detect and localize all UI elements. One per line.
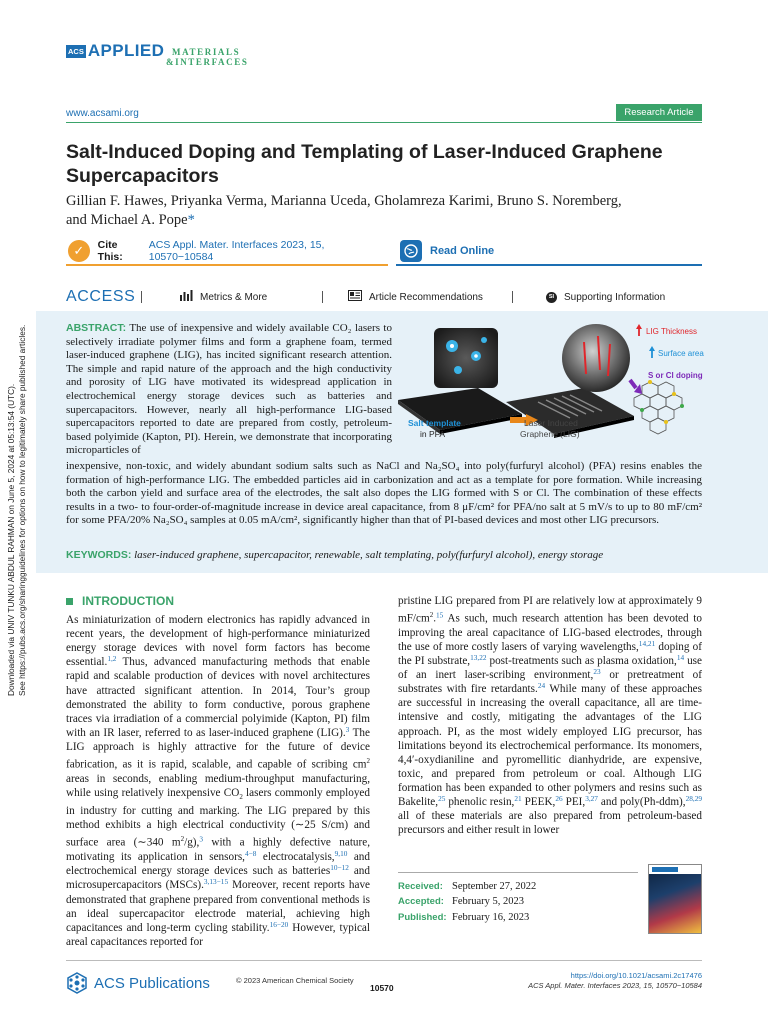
cite-this-box[interactable] [66, 238, 388, 266]
abstract-body-1: The use of inexpensive and widely available CO₂ lasers to selectively irradiate polymer films and form a graphene foam, termed laser-induced graphene (LIG), has incited significant research attention. The simple and rapid nature of the approach and the high conductivity and porosity of LIG have motivated its widespread application in electrochemical energy storage devices such as batteries and supercapacitors. However, nearly all high-performance LIG-based supercapacitors reported to date are prepared from costly, petroleum-based polyimide (Kapton, PI). Herein, we demonstrate that incorporating microparticles of [66, 322, 392, 457]
page-number: 10570 [370, 983, 394, 993]
corresponding-author-mark[interactable]: * [187, 212, 195, 228]
bar-chart-icon [180, 290, 193, 304]
supporting-info-label: Supporting Information [564, 291, 666, 303]
journal-name-interfaces: &INTERFACES [166, 57, 249, 67]
cite-this-label: Cite This: [97, 239, 123, 263]
acs-publications-logo[interactable] [66, 972, 210, 994]
si-icon: SI [546, 292, 557, 303]
article-icon [348, 290, 362, 304]
citation-ref: 16−20 [269, 919, 289, 929]
checkmark-icon: ✓ [68, 240, 90, 262]
journal-logo[interactable] [66, 41, 249, 72]
published-label: Published: [398, 911, 447, 923]
acs-hexagon-icon [66, 972, 88, 994]
access-bar [66, 284, 702, 310]
access-divider [322, 291, 323, 303]
download-notice-line2[interactable]: See https://pubs.acs.org/sharingguidelines for options on how to legitimately share published articles. [17, 324, 27, 696]
intro-column-right [398, 594, 702, 837]
received-date: September 27, 2022 [452, 881, 537, 892]
citation-ref: 9,10 [334, 849, 348, 859]
keywords-list: laser-induced graphene, supercapacitor, renewable, salt templating, poly(furfuryl alcohol), energy storage [134, 549, 604, 561]
citation-ref: 14,21 [638, 639, 656, 649]
published-date: February 16, 2023 [452, 911, 530, 923]
authors-line-2: and Michael A. Pope [66, 212, 188, 228]
journal-name-applied: APPLIED [87, 41, 165, 60]
accepted-date: February 5, 2023 [452, 896, 525, 908]
access-separator [141, 291, 142, 303]
citation-ref: 13,22 [470, 653, 487, 663]
citation-ref: 3,27 [585, 794, 598, 804]
publisher-name: ACS Publications [94, 974, 210, 992]
graphene-lattice [634, 382, 682, 434]
intro-paragraph: pristine LIG prepared from PI are relatively low at approximately 9 $mF/cm^2.^{15}$ As such, much research attention has been devoted to improving the areal capacitance of LIG-based electrodes, through the use of more costly lasers of varying wavelengths,$^{14,21}$ doping of the PI substrate,$^{13,22}$ post-treatments such as plasma oxidation,$^{14}$ use of an inert laser-scribing environment,$^{23}$ or pretreatment of substrates with fire retardants.$^{24}$ While many of these approaches are successful in increasing the overall capacitance, all are time-intensive and costly, mitigating the advantages of the LIG approach. PI, as the most widely employed LIG precursor, has limitations beyond its electrochemical performance. Its monomers, 4,4′-oxydianiline and pyromellitic dianhydride, are expensive, toxic, and prepared from petroleum or coal. Although LIG formation has been expanded to other polymers and resins such as Bakelite,$^{25}$ phenolic resin,$^{21}$ PEEK,$^{26}$ PEI,$^{3,27}$ and poly(Ph-ddm),$^{28,29}$ all of these materials are also prepared from petroleum-based precursors and either result in lower [398, 595, 703, 837]
access-divider [512, 291, 513, 303]
download-notice [0, 300, 36, 700]
citation-ref: 25 [438, 794, 446, 804]
section-heading [66, 594, 370, 608]
citation-ref: 26 [555, 794, 563, 804]
toc-label-doping: S or Cl doping [648, 371, 703, 380]
article-type-badge: Research Article [616, 104, 702, 121]
keywords [66, 549, 702, 563]
abstract-label: ABSTRACT: [66, 322, 127, 334]
accepted-label: Accepted: [398, 896, 444, 908]
toc-label-lig-thickness: LIG Thickness [646, 327, 697, 336]
journal-name-materials: MATERIALS [172, 47, 241, 57]
citation-ref: 1,2 [107, 654, 117, 664]
citation-ref: 3,13−15 [203, 877, 229, 887]
footer-divider [66, 960, 702, 961]
lig-magnified-view [562, 324, 630, 392]
toc-illustration [398, 322, 704, 454]
intro-paragraph: As miniaturization of modern electronics has rapidly advanced in recent years, the development of high-performance miniaturized energy storage devices with novel form factors has become essential.$^{1,2}$ Thus, advanced manufacturing methods that enable rapid and scalable production of devices with novel architectures have attracted significant attention. In 2014, Tour’s group demonstrated the ability to form conductive, porous graphene traces via irradiation of a commercial polyimide (Kapton, PI) film with an IR laser, referred to as laser-induced graphene (LIG).$^3$ The LIG approach is highly attractive for the future of device fabrication, as it is rapid, scalable, and capable of scribing $cm^2$ areas in seconds, enabling medium-throughput manufacturing, while using relatively inexpensive $CO_2$ lasers commonly employed in industry for cutting and marking. The LIG prepared by this method exhibits a high electrical conductivity (∼25 S/cm) and surface area (∼340 $m^2/g),^3$ with a highly defective nature, motivating its application in sensors,$^{4-8}$ electrocatalysis,$^{9,10}$ and electrochemical energy storage devices such as batteries$^{10-12}$ and microsupercapacitors (MSCs).$^{3,13-15}$ Moreover, recent reports have demonstrated that graphene prepared from conventional methods is an ideal supercapacitor electrode material, achieving high capacitances and long-term cycling stability.$^{16-20}$ However, typical areal capacitances reported for [66, 614, 371, 948]
citation-ref: 23 [593, 667, 601, 677]
download-notice-line1: Downloaded via UNIV TUNKU ABDUL RAHMAN on June 5, 2024 at 05:13:54 (UTC). [6, 383, 16, 696]
citation-ref: 14 [676, 653, 685, 663]
journal-url-link[interactable]: www.acsami.org [66, 108, 139, 119]
article-title: Salt-Induced Doping and Templating of Laser-Induced Graphene Supercapacitors [66, 141, 663, 187]
footer-citation: ACS Appl. Mater. Interfaces 2023, 15, 10570−10584 [528, 981, 702, 990]
journal-cover-thumbnail[interactable] [648, 864, 702, 934]
abstract-text-part1 [66, 322, 392, 458]
metrics-label: Metrics & More [200, 291, 268, 303]
received-label: Received: [398, 881, 443, 892]
citation-ref: 4−8 [244, 849, 257, 859]
header-divider [66, 122, 702, 123]
toc-label-laser-induced: Laser Induced [524, 418, 578, 428]
publication-dates [398, 872, 638, 922]
access-label: ACCESS [66, 288, 136, 305]
toc-graphic [398, 322, 704, 454]
recommendations-label: Article Recommendations [369, 291, 483, 303]
citation-ref: 10−12 [330, 863, 349, 873]
read-online-link[interactable]: Read Online [430, 245, 495, 257]
toc-label-salt-template: Salt template [408, 418, 461, 428]
citation-ref: 3 [199, 835, 203, 845]
supporting-info-link[interactable] [546, 292, 665, 303]
recommendations-link[interactable] [348, 290, 483, 304]
copyright-notice: © 2023 American Chemical Society [236, 976, 354, 985]
intro-heading: INTRODUCTION [82, 594, 174, 608]
globe-icon [400, 240, 422, 262]
toc-label-surface-area: Surface area [658, 349, 704, 358]
author-list [66, 192, 702, 230]
citation-ref: 3 [345, 724, 350, 734]
authors-line-1: Gillian F. Hawes, Priyanka Verma, Marianna Uceda, Gholamreza Karimi, Bruno S. Noremberg, [66, 193, 622, 209]
section-bullet-icon [66, 598, 73, 605]
citation-ref: 28,29 [685, 794, 703, 804]
keywords-label: KEYWORDS: [66, 549, 132, 561]
toc-label-graphene-lig: Graphene (LIG) [520, 429, 580, 439]
citation-ref: 24 [537, 681, 546, 691]
doi-block [528, 971, 702, 991]
doi-link[interactable]: https://doi.org/10.1021/acsami.2c17476 [570, 971, 702, 980]
citation-ref: 21 [514, 794, 522, 804]
toc-label-in-pfa: in PFA [420, 429, 446, 439]
intro-column-left [66, 594, 370, 949]
abstract-text-part2: inexpensive, non-toxic, and widely abundant sodium salts such as NaCl and Na₂SO₄ into poly(furfuryl alcohol) (PFA) resins enables the formation of high-performance LIG. The embedded particles aid in carbonization and act as a template for pore formation. While increasing both the carbon yield and surface area of the electrodes, the salt also dopes the LIG formed with S or Cl. The combination of these effects results in a two- to four-order-of-magnitude increase in device areal capacitance, from 8 μF/cm² for PFA/no salt at 5 mV/s to up to 80 mF/cm² for some PFA/20% Na₂SO₄ samples at 0.05 mA/cm², significantly higher than that of PI-based devices and most other LIG precursors. [66, 460, 702, 527]
metrics-link[interactable] [180, 290, 267, 304]
acs-logo-badge: ACS [68, 47, 84, 56]
salt-template-cube [434, 328, 498, 388]
read-online-box[interactable] [396, 238, 702, 266]
citation-link[interactable]: ACS Appl. Mater. Interfaces 2023, 15, 10570−10584 [148, 239, 325, 263]
citation-ref: 15 [436, 610, 444, 620]
